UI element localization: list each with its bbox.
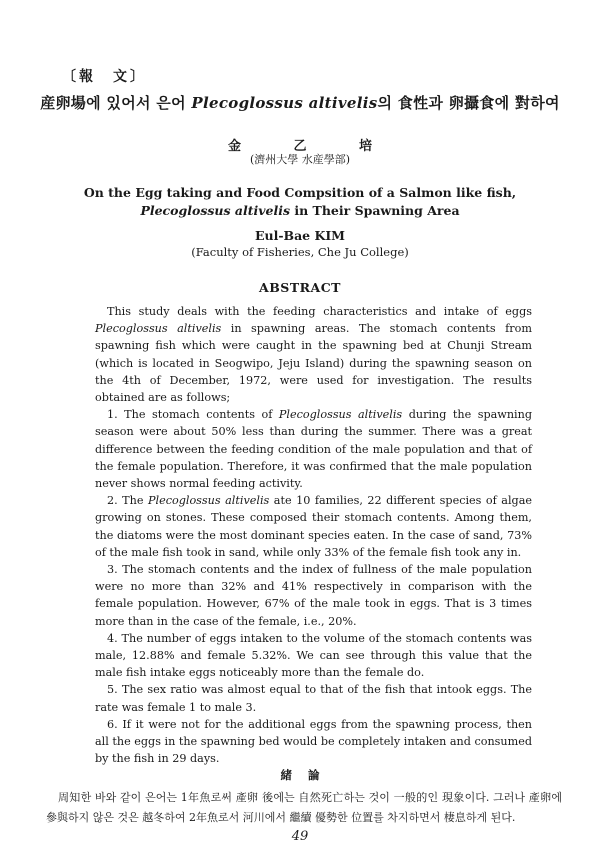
korean-title-after: 의 食性과 卵攝食에 對하여 <box>377 94 560 112</box>
affiliation-english: (Faculty of Fisheries, Che Ju College) <box>191 245 409 259</box>
abstract-intro-species: Plecoglossus altivelis <box>95 322 222 336</box>
section-heading-introduction: 緒 論 <box>280 768 320 782</box>
author-name-english: Eul-Bae KIM <box>254 228 346 243</box>
abstract-heading: ABSTRACT <box>259 280 341 295</box>
english-title-species: Plecoglossus altivelis <box>140 203 290 218</box>
author-name-korean: 金 乙 培 <box>227 139 373 154</box>
abstract-intro-text-cont: in spawning areas. The stomach contents from spawning fish which were caught in the spawning bed at Chunji Stream (which is located in Seogwipo, Jeju Island) during the spawning season on the 4th of December, 1972, were used for investigation. The results obtained are as follows; <box>95 322 532 405</box>
abstract-item-2-text: 2. The <box>107 494 148 508</box>
abstract-intro-text: This study deals with the feeding characteristics and intake of eggs <box>107 305 532 318</box>
korean-body-paragraph: 周知한 바와 같이 은어는 1年魚로써 產卵 後에는 自然死亡하는 것이 一般的인 現象이다. 그러나 產卵에 參與하지 않은 것은 越冬하여 2年魚로서 河川에서 繼續 優勢한 位置를 차지하면서 棲息하게 된다. <box>46 791 562 824</box>
abstract-item-1-text-cont: during the spawning season were about 50% less than during the summer. There was a great difference between the feeding condition of the male population and that of the female population. Therefore, it was confirmed that the male population never shows normal feeding activity. <box>95 408 532 491</box>
abstract-intro <box>95 303 532 406</box>
abstract-item-2 <box>95 492 532 561</box>
korean-title-species: Plecoglossus altivelis <box>191 94 378 112</box>
abstract-item-2-species: Plecoglossus altivelis <box>147 494 270 508</box>
korean-body-text <box>46 788 562 828</box>
page-number: 49 <box>291 829 309 844</box>
abstract-item-4: 4. The number of eggs intaken to the volume of the stomach contents was male, 12.88% and female 5.32%. We can see through this value that the male fish intake eggs noticeably more than the female do. <box>95 631 532 680</box>
abstract-item-1 <box>95 406 532 492</box>
english-title <box>0 184 600 220</box>
korean-title <box>0 92 600 113</box>
abstract-item-2-text-cont: ate 10 families, 22 different species of algae growing on stones. These composed their stomach contents. Among them, the diatoms were the most dominant species eaten. In the case of sand, 73% of the male fish took in sand, while only 33% of the female fish took any in. <box>95 494 532 559</box>
english-title-line2 <box>0 202 600 220</box>
abstract-item-1-species: Plecoglossus altivelis <box>278 408 403 422</box>
abstract-item-3: 3. The stomach contents and the index of fullness of the male population were no more than 32% and 41% respectively in comparison with the female population. However, 67% of the male took in eggs. That is 3 times more than in the case of the female, i.e., 20%. <box>95 563 532 628</box>
abstract-item-5: 5. The sex ratio was almost equal to that of the fish that intook eggs. The rate was female 1 to male 3. <box>95 683 532 714</box>
section-tag: 〔報 文〕 <box>62 69 147 85</box>
abstract-item-6: 6. If it were not for the additional eggs from the spawning process, then all the eggs in the spawning bed would be completely intaken and consumed by the fish in 29 days. <box>95 717 533 766</box>
english-title-line1: On the Egg taking and Food Compsition of a Salmon like fish, <box>83 185 517 200</box>
affiliation-korean: (濟州大學 水産學部) <box>249 153 351 166</box>
korean-title-before: 産卵場에 있어서 은어 <box>40 94 192 112</box>
english-title-rest: in Their Spawning Area <box>290 203 460 218</box>
abstract-body <box>95 303 532 767</box>
abstract-item-1-text: 1. The stomach contents of <box>107 408 279 422</box>
